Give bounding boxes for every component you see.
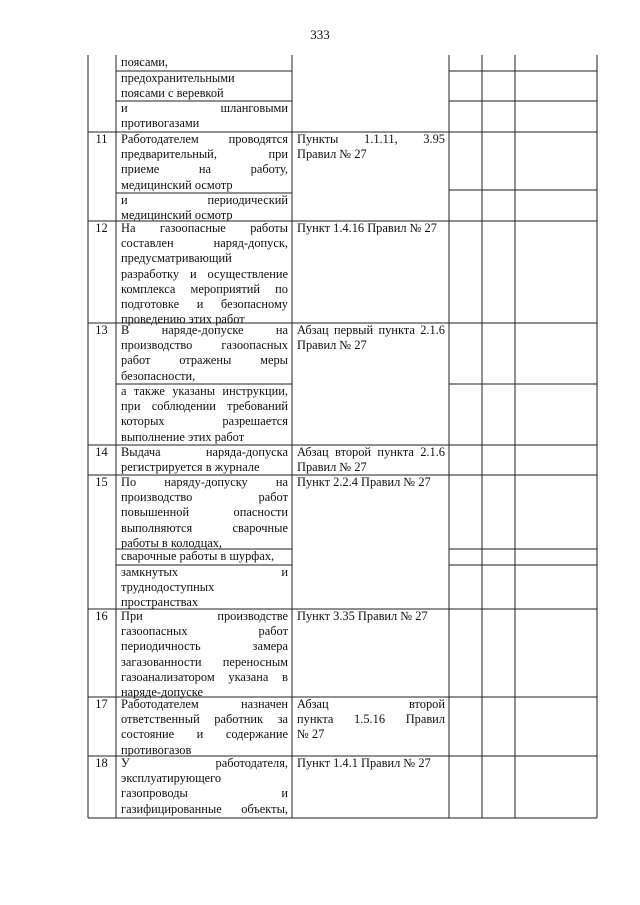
- table-row: [121, 132, 288, 193]
- requirement-line: проведению этих работ: [121, 312, 245, 327]
- requirement-line: при соблюдении требований: [121, 399, 288, 414]
- requirement-line: замкнутых и: [121, 565, 288, 579]
- requirement-line: которых разрешается: [121, 414, 288, 429]
- requirement-line: пространствах: [121, 595, 199, 610]
- requirement-line: состояние и содержание: [121, 727, 288, 742]
- requirement-line: повышенной опасности: [121, 505, 288, 520]
- table-row: [121, 697, 288, 758]
- requirement-line: предварительный, при: [121, 147, 288, 162]
- requirement-line: У работодателя,: [121, 756, 288, 770]
- row-number: 14: [95, 445, 108, 459]
- reference-line: Пункт 3.35 Правил № 27: [297, 609, 428, 623]
- requirement-line: По наряду-допуску на: [121, 475, 288, 489]
- table-row: [121, 71, 288, 101]
- row-number: 15: [95, 475, 108, 489]
- row-number: 11: [95, 132, 108, 146]
- requirement-line: предохранительными: [121, 71, 235, 85]
- requirement-line: На газоопасные работы: [121, 221, 288, 235]
- requirement-line: Работодателем назначен: [121, 697, 288, 711]
- requirement-line: выполнение этих работ: [121, 429, 245, 444]
- reference-cell: [297, 475, 445, 490]
- reference-line: пункта 1.5.16 Правил: [297, 712, 445, 727]
- table-row: [121, 101, 288, 131]
- table-row: [121, 323, 288, 384]
- row-number: 13: [95, 323, 108, 337]
- requirement-line: поясами с веревкой: [121, 86, 224, 101]
- requirement-line: приеме на работу,: [121, 162, 288, 177]
- table-row: [121, 549, 288, 564]
- requirement-line: газоопасных работ: [121, 624, 288, 639]
- requirement-line: поясами,: [121, 55, 169, 69]
- requirement-line: сварочные работы в шурфах,: [121, 549, 275, 563]
- requirement-line: регистрируется в журнале: [121, 460, 260, 475]
- requirement-line: труднодоступных: [121, 580, 215, 595]
- reference-line: № 27: [297, 727, 325, 742]
- row-number: 17: [95, 697, 108, 711]
- reference-cell: [297, 221, 445, 236]
- table-row: [121, 384, 288, 445]
- table-row: [121, 221, 288, 327]
- row-number: 12: [95, 221, 108, 235]
- requirement-line: газопроводы и: [121, 786, 288, 801]
- reference-cell: [297, 697, 445, 743]
- requirement-line: загазованности переносным: [121, 654, 288, 669]
- reference-cell: [297, 756, 445, 771]
- table-row: [121, 193, 288, 223]
- reference-line: Абзац первый пункта 2.1.6: [297, 323, 445, 337]
- requirement-line: производство газоопасных: [121, 338, 288, 353]
- table-row: [121, 55, 288, 70]
- requirement-line: эксплуатирующего: [121, 771, 222, 786]
- reference-cell: [297, 132, 445, 162]
- requirement-line: комплекса мероприятий по: [121, 281, 288, 296]
- reference-line: Правил № 27: [297, 460, 367, 475]
- reference-line: Правил № 27: [297, 147, 367, 162]
- requirement-line: разработку и осуществление: [121, 266, 288, 281]
- requirement-line: и шланговыми: [121, 101, 288, 115]
- row-number: 16: [95, 609, 108, 623]
- requirement-line: В наряде-допуске на: [121, 323, 288, 337]
- requirement-line: производство работ: [121, 490, 288, 505]
- requirement-line: а также указаны инструкции,: [121, 384, 288, 398]
- requirement-line: Работодателем проводятся: [121, 132, 288, 146]
- requirement-line: противогазами: [121, 116, 200, 131]
- requirement-line: медицинский осмотр: [121, 208, 233, 223]
- table-row: [121, 565, 288, 611]
- table-row: [121, 756, 288, 817]
- row-number: 18: [95, 756, 108, 770]
- reference-cell: [297, 445, 445, 475]
- requirement-line: безопасности,: [121, 368, 196, 383]
- reference-line: Пункты 1.1.11, 3.95: [297, 132, 445, 146]
- reference-line: Пункт 2.2.4 Правил № 27: [297, 475, 431, 489]
- reference-line: Пункт 1.4.16 Правил № 27: [297, 221, 437, 235]
- reference-line: Абзац второй пункта 2.1.6: [297, 445, 445, 459]
- requirement-line: работ отражены меры: [121, 353, 288, 368]
- requirement-line: газифицированные объекты,: [121, 801, 288, 816]
- reference-cell: [297, 609, 445, 624]
- requirement-line: и периодический: [121, 193, 288, 207]
- requirement-line: предусматривающий: [121, 251, 232, 266]
- requirement-line: составлен наряд-допуск,: [121, 236, 288, 251]
- requirement-line: противогазов: [121, 742, 192, 757]
- reference-line: Пункт 1.4.1 Правил № 27: [297, 756, 431, 770]
- requirement-line: ответственный работник за: [121, 712, 288, 727]
- requirement-line: газоанализатором указана в: [121, 669, 288, 684]
- requirement-line: подготовке и безопасному: [121, 296, 288, 311]
- requirement-line: выполняются сварочные: [121, 520, 288, 535]
- table-row: [121, 445, 288, 475]
- reference-line: Абзац второй: [297, 697, 445, 711]
- table-row: [121, 609, 288, 700]
- requirement-line: При производстве: [121, 609, 288, 623]
- requirement-line: медицинский осмотр: [121, 177, 233, 192]
- page-number: 333: [310, 27, 330, 42]
- requirement-line: наряде-допуске: [121, 684, 203, 699]
- reference-cell: [297, 323, 445, 353]
- requirement-line: работы в колодцах,: [121, 535, 222, 550]
- requirement-line: периодичность замера: [121, 639, 288, 654]
- requirement-line: Выдача наряда-допуска: [121, 445, 288, 459]
- table-row: [121, 475, 288, 551]
- reference-line: Правил № 27: [297, 338, 367, 353]
